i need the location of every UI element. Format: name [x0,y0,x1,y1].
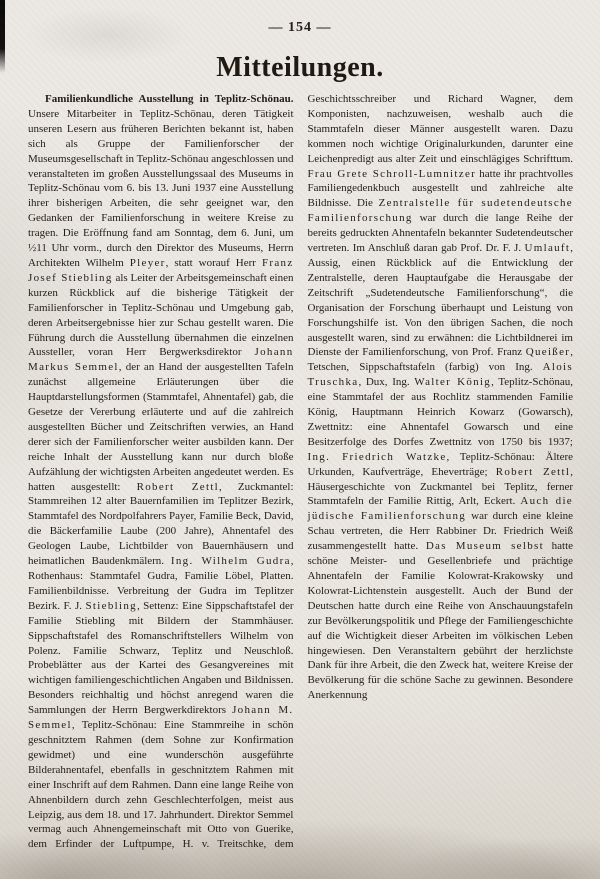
name-emphasis-run: Robert Zettl [495,465,571,478]
name-emphasis-run: Zentralstelle für sudetendeutsche Familienforschung [307,197,573,225]
article-text-run: als Leiter der Arbeitsgemeinschaft einen kurzen Rückblick auf die bisherige Tätigkeit der Familienforscher in Teplitz-Schönau und Umgebung gab, deren Arbeitsergebnisse hier zur Schau gestellt waren. Die Führung durch die Ausstellung übernahmen die einzelnen Aussteller, voran Herr Bergwerksdirektor [28,271,294,359]
article-body [28,92,573,867]
article-text-run: , Teplitz-Schönau: Eine Stammreihe in schön geschnitztem Rahmen (dem Sohne zur Konfirmation gewidmet) und eine wunderschön ausgeführte Bilderahnentafel, ebenfalls in geschnitztem Rahmen mit einer Inschrift auf dem Rahmen. Dann eine lange Reihe von Ahnenbildern durch zehn Geschlechterfolgen, meist aus Leipzig, aus dem 18. und 17. Jahrhundert. Direktor Semmel vermag auch Ahnengemeinschaft mit Otto von Guerike, dem Erfinder der Luftpumpe, H. v. Treitschke, dem Geschichtsschreiber und Richard Wagner, dem Komponisten, nachzuweisen, weshalb auch die Stammtafeln dieser Männer ausgestellt waren. Dazu kommen noch wichtige Originalurkunden, darunter eine Leichenpredigt aus alter Zeit und einschlägiges Schrifttum. [28,93,573,851]
article-text-run: , statt worauf Herr [165,256,262,269]
name-emphasis-run: Queißer [525,346,571,359]
article-text-run: Unsere Mitarbeiter in Teplitz-Schönau, deren Tätigkeit unseren Lesern aus früheren Berichten bekannt ist, haben sich als Gruppe der Familienforscher der Museumsgesellschaft in Teplitz-Schönau angeschlossen und veranstalteten im großen Ausstellungssaal des Museums in Teplitz-Schönau vom 6. bis 13. Juni 1937 eine Ausstellung ihrer bisherigen Arbeiten, die sehr geeignet war, den Gedanken der Familienforschung in weitere Kreise zu tragen. Die Eröffnung fand am Sonntag, dem 6. Juni, um ½11 Uhr vorm., durch den Direktor des Museums, Herrn Architekten Wilhelm [28,107,294,269]
name-emphasis-run: Ing. Wilhelm Gudra [170,555,291,568]
name-emphasis-run: Johann M. Semmel [28,704,294,732]
name-emphasis-run: Alois Truschka [307,361,573,389]
article-text-run: , Teplitz-Schönau: Ältere Urkunden, Kaufverträge, Eheverträge; [307,450,573,478]
article-text-run: , Rothenhaus: Stammtafel Gudra, Familie Löbel, Platten. Familienbildnisse. Verbreitung der Gudra im Teplitzer Bezirk. F. J. [28,555,294,612]
page-number: — 154 — [268,20,332,35]
name-emphasis-run: Johann Markus Semmel [28,346,294,374]
article-text-run: war durch die lange Reihe der bereits gedruckten Ahnentafeln bekannter Sudetendeutscher vertreten. Im Anschluß daran gab Prof. Dr. F. J. [307,212,573,255]
name-emphasis-run: Frau Grete Schroll-Lumnitzer [307,167,477,180]
article-text-run: , Tetschen, Sippschaftstafeln (farbig) von Ing. [307,346,573,374]
name-emphasis-run: Das Museum selbst [425,540,544,553]
name-emphasis-run: Stiebling [85,599,137,612]
article-text-run: , Dux, Ing. [358,376,415,389]
name-emphasis-run: Walter König [414,376,492,389]
name-emphasis-run: Robert Zettl [136,480,220,493]
article-text-run: , Settenz: Eine Sippschaftstafel der Familie Stiebling mit Bildern der Stammhäuser. Sippschaftstafel des Romanschriftstellers Wilhelm von Polenz. Familie Schwarz, Teplitz und Neuschloß. Probeblätter aus der Kartei des Gesangvereines mit wichtigen familiengeschichtlichen Angaben und Bildnissen. Besonders reichhaltig und höchst anregend waren die Sammlungen der Herrn Bergwerkdirektors [28,599,294,717]
article-text-run: hatte ihr prachtvolles Familiengedenkbuch ausgestellt und zahlreiche alte Bildnisse. Die [307,167,573,210]
name-emphasis-run: Ing. Friedrich Watzke [307,450,447,463]
article-text-run: war durch eine kleine Schau vertreten, die Herr Rabbiner Dr. Friedrich Weiß zusammengestellt hatte. [307,510,573,553]
section-heading: Mitteilungen. [216,52,384,83]
name-emphasis-run: Umlauft [524,242,571,255]
article-text-run: , Zuckmantel: Stammreihen 12 alter Bauernfamilien im Teplitzer Bezirk, Stammtafel des Nordpolfahrers Payer, Familie Beck, David, die Bäckerfamilie Laube (200 Jahre), Ahnentafel des Geologen Laube, Lichtbilder von Bauernhäusern und heimatlichen Baudenkmälern. [28,480,294,568]
name-emphasis-run: Pleyer [129,256,166,269]
article-text-run: , Häusergeschichte von Zuckmantel bei Teplitz, ferner Stammtafeln der Familie Rittig, Arlt, Eckert. [307,465,573,508]
article-text-run: , Aussig, einen Rückblick auf die Entwicklung der Zentralstelle, deren Hauptaufgabe die Herausgabe der Zeitschrift „Sudetendeutsche Familienforschung“, die Organisation der Forschung überhaupt und Leistung von Forschungshilfe ist. Von den übrigen Sachen, die noch ausgestellt waren, sind zu erwähnen: die Lichtbildnerei im Dienste der Familienforschung, von Prof. Franz [307,242,573,359]
article-paragraph [28,92,573,867]
article-lead-bold: Familienkundliche Ausstellung in Teplitz-Schönau. [45,93,294,105]
scan-edge-artifact [0,0,5,73]
article-text-run: , Teplitz-Schönau, eine Stammtafel der aus Rochlitz stammenden Familie König, Hauptmann Heinrich Kowarz (Gowarsch), Zwettnitz: eine Ahnentafel Gowarsch und eine Besitzerfolge des Dorfes Zwettnitz von 1750 bis 1937; [307,376,573,448]
article-text-run: hatte schöne Meister- und Gesellenbriefe und prächtige Ahnentafeln der Familie Kolowrat-Krakowsky und Kolowrat-Lichtenstein ausgestellt. Auch der Bund der Deutschen hatte durch eine Reihe von Anschauungstafeln zur Bevölkerungspolitik und Pflege der Familiengeschichte auf die Wichtigkeit dieser Arbeiten im völkischen Leben hingewiesen. Den Veranstaltern gebührt der herzlichste Dank für ihre Arbeit, die den Zweck hat, weitere Kreise der Bevölkerung für die schöne Sache zu gewinnen. Besondere Anerkennung [307,540,573,702]
name-emphasis-run: Auch die jüdische Familienforschung [307,495,573,523]
name-emphasis-run: Franz Josef Stiebling [28,256,294,284]
article-text-run: , der an Hand der ausgestellten Tafeln zunächst allgemeine Erläuterungen über die Hauptdarstellungsformen (Stammtafel, Ahnentafel) gab, die Gesetze der Vererbung erläuterte und auf die zahlreich ausgestellten Bücher und Zeitschriften verwies, an Hand derer sich der Familienforscher weiter ausbilden kann. Der reiche Inhalt der Ausstellung kann nur durch bloße Aufzählung der wichtigsten Arbeiten angedeutet werden. Es hatten ausgestellt: [28,361,294,493]
